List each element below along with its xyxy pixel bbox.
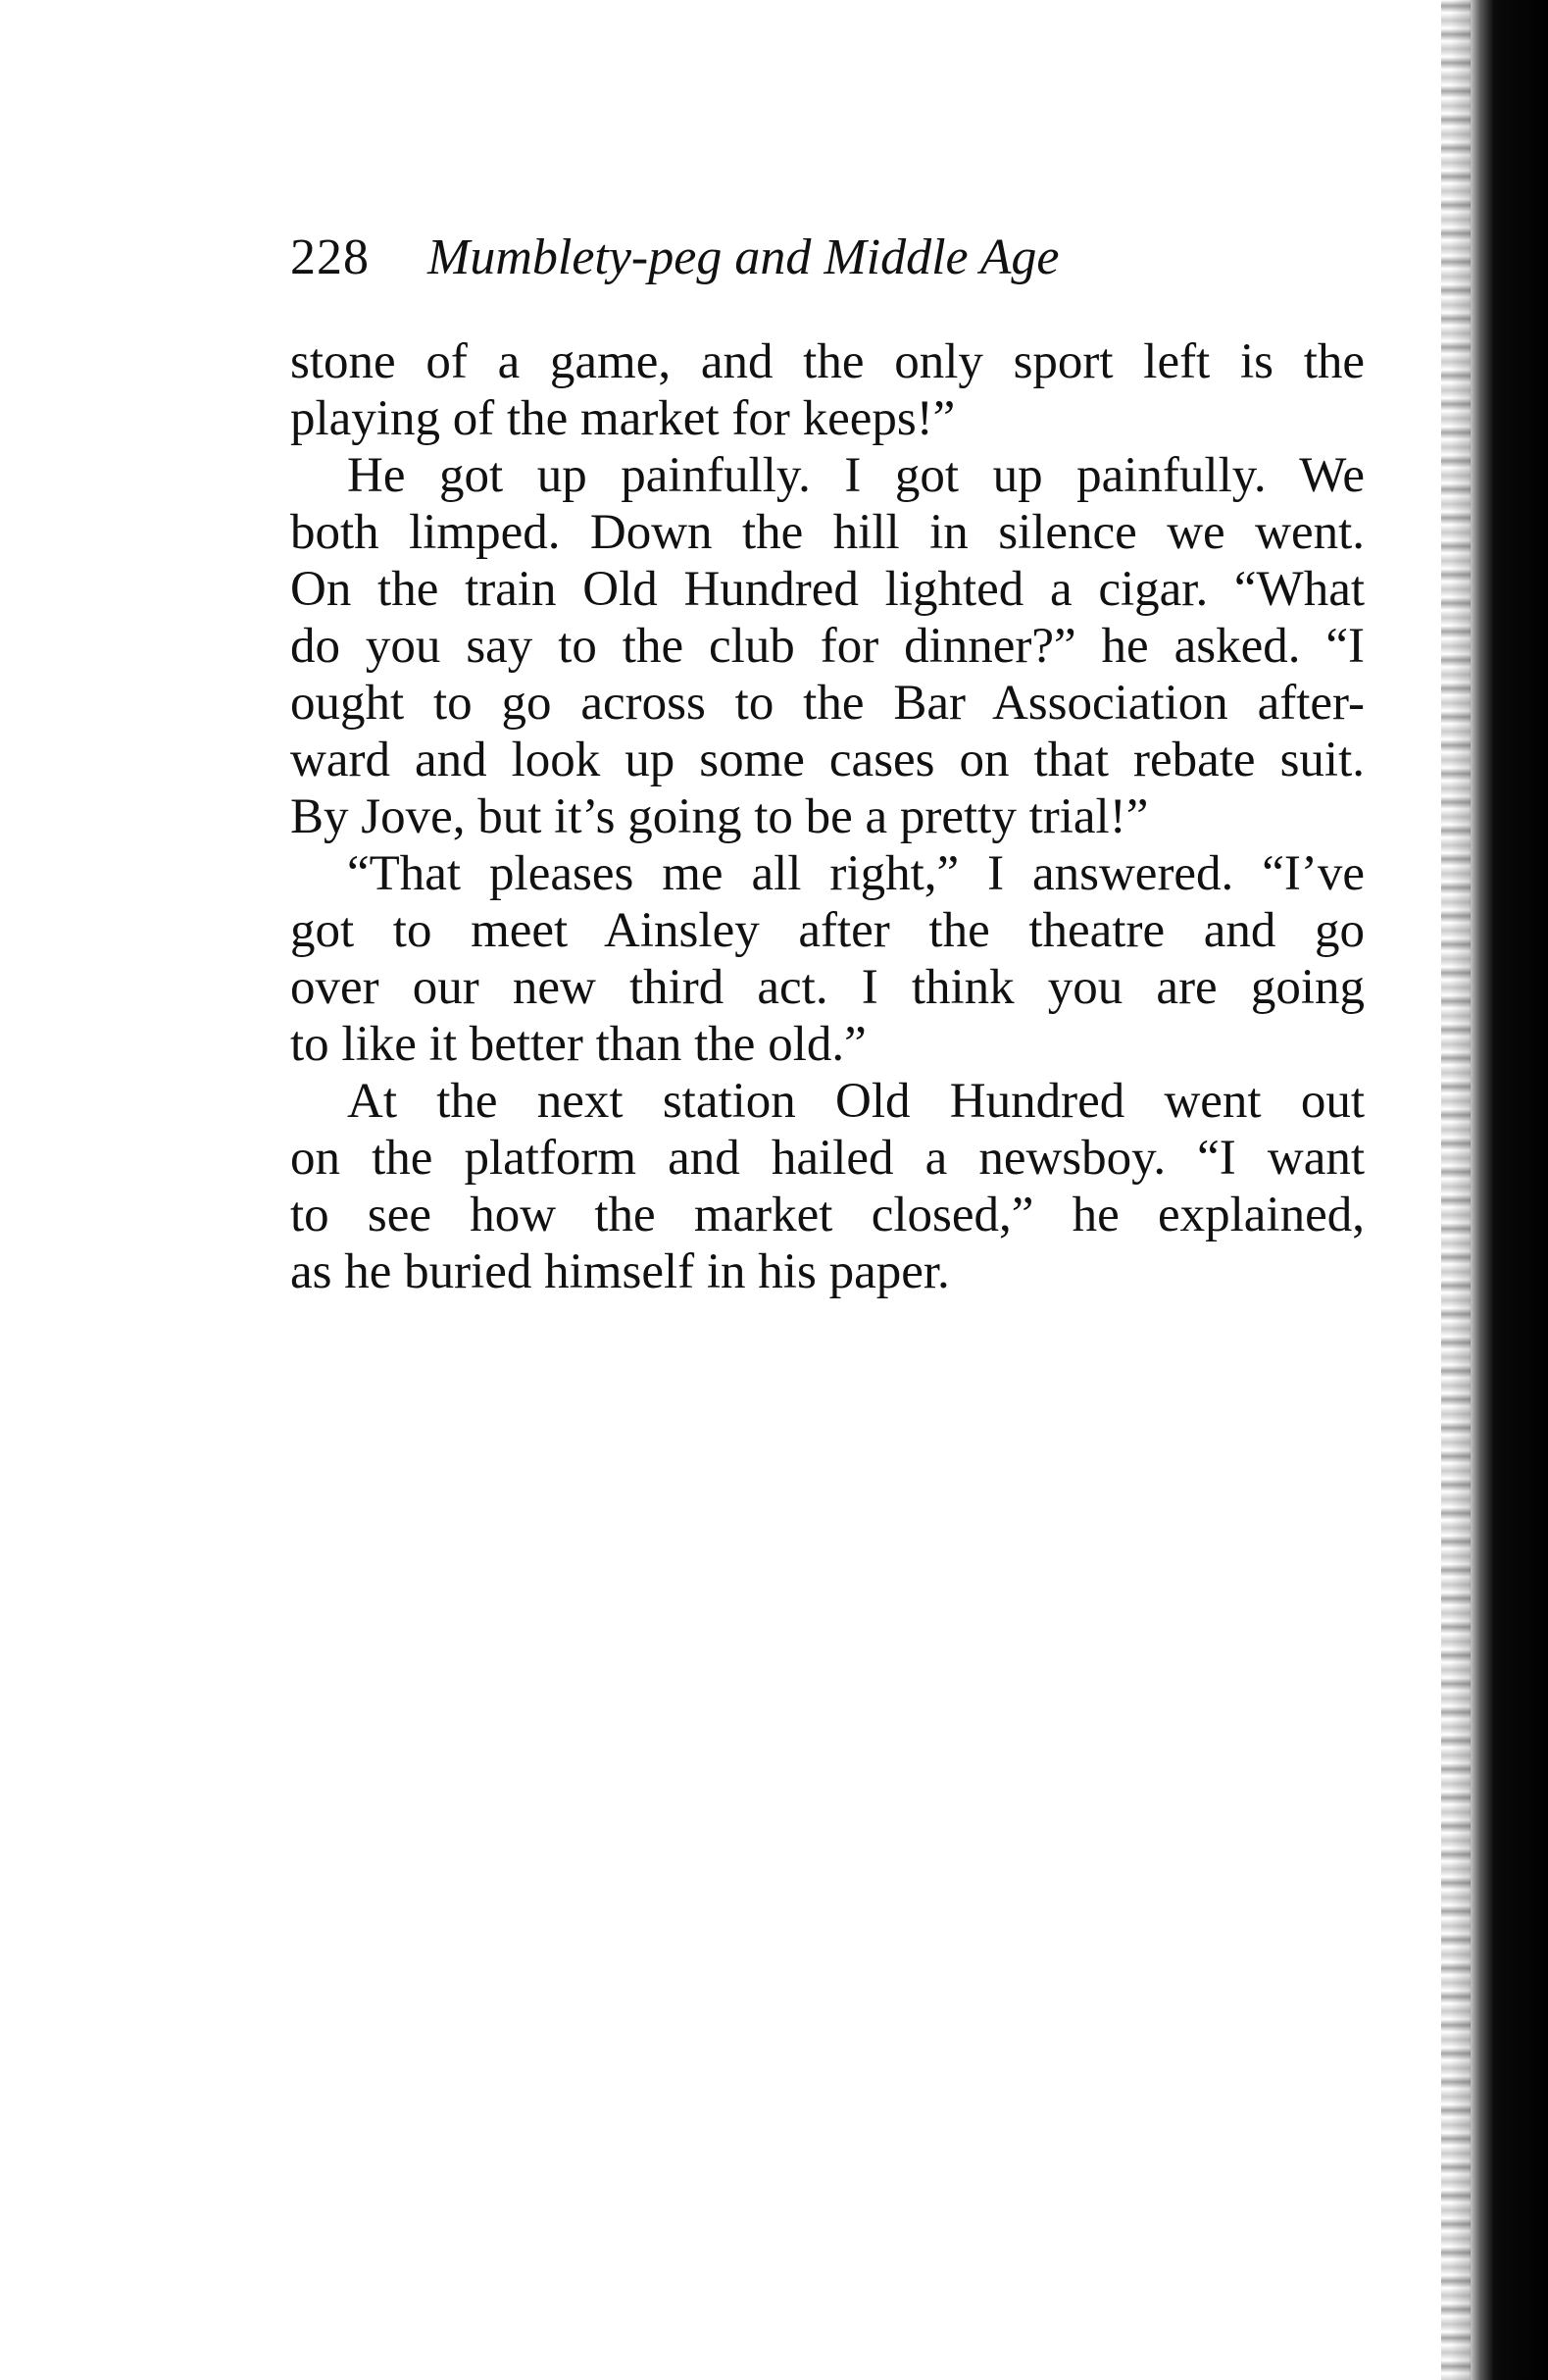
text-line: to see how the market closed,” he explained, <box>290 1188 1365 1242</box>
text-line: On the train Old Hundred lighted a cigar. “What <box>290 562 1365 617</box>
text-line: over our new third act. I think you are going <box>290 960 1365 1015</box>
text-line: as he buried himself in his paper. <box>290 1244 950 1299</box>
text-line: got to meet Ainsley after the theatre and go <box>290 903 1365 958</box>
text-line: to like it better than the old.” <box>290 1017 867 1072</box>
text-line: stone of a game, and the only sport left is the <box>290 334 1365 389</box>
text-line: both limped. Down the hill in silence we went. <box>290 505 1365 560</box>
text-line: He got up painfully. I got up painfully. We <box>347 448 1365 503</box>
text-line: ought to go across to the Bar Association after- <box>290 676 1365 731</box>
text-line: At the next station Old Hundred went out <box>347 1074 1365 1129</box>
text-line: do you say to the club for dinner?” he asked. “I <box>290 619 1365 674</box>
binding-shadow <box>1451 0 1548 2380</box>
text-line: “That pleases me all right,” I answered. “I’ve <box>347 846 1365 901</box>
body-text <box>290 333 1365 1300</box>
running-head <box>290 224 1369 292</box>
text-line: ward and look up some cases on that rebate suit. <box>290 733 1365 787</box>
text-line: playing of the market for keeps!” <box>290 391 956 446</box>
running-title: Mumblety-peg and Middle Age <box>427 229 1060 285</box>
page-number: 228 <box>290 229 370 285</box>
text-line: By Jove, but it’s going to be a pretty trial!” <box>290 789 1149 844</box>
text-line: on the platform and hailed a newsboy. “I want <box>290 1131 1365 1186</box>
